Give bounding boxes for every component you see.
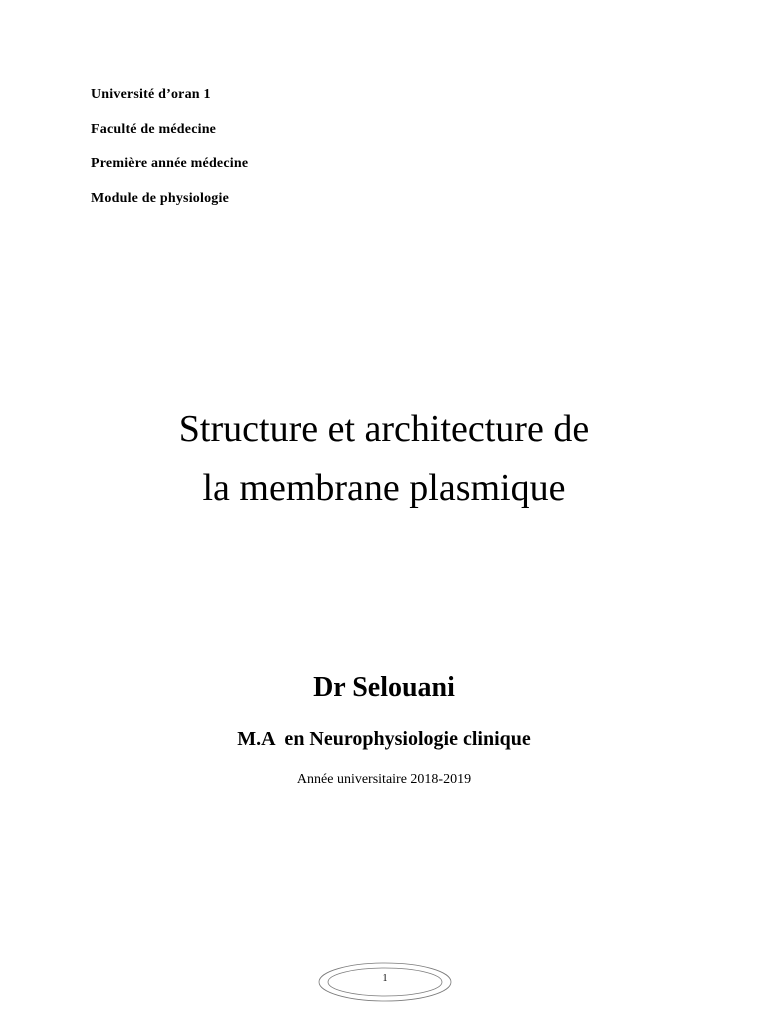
- title-line-1: Structure et architecture de: [178, 408, 590, 450]
- faculty-name: Faculté de médecine: [91, 121, 217, 137]
- document-title: [0, 400, 768, 518]
- institution-header: [91, 86, 248, 224]
- study-year: Première année médecine: [91, 156, 249, 171]
- author-qualification: M.A en Neurophysiologie clinique: [237, 728, 531, 750]
- title-line-2: la membrane plasmique: [202, 467, 566, 509]
- page-number-badge: [318, 962, 452, 1002]
- academic-year: Année universitaire 2018-2019: [296, 772, 472, 787]
- university-name: Université d’oran 1: [91, 87, 211, 102]
- author-name: Dr Selouani: [313, 672, 455, 703]
- module-name: Module de physiologie: [91, 190, 229, 206]
- page-number: 1: [382, 973, 388, 984]
